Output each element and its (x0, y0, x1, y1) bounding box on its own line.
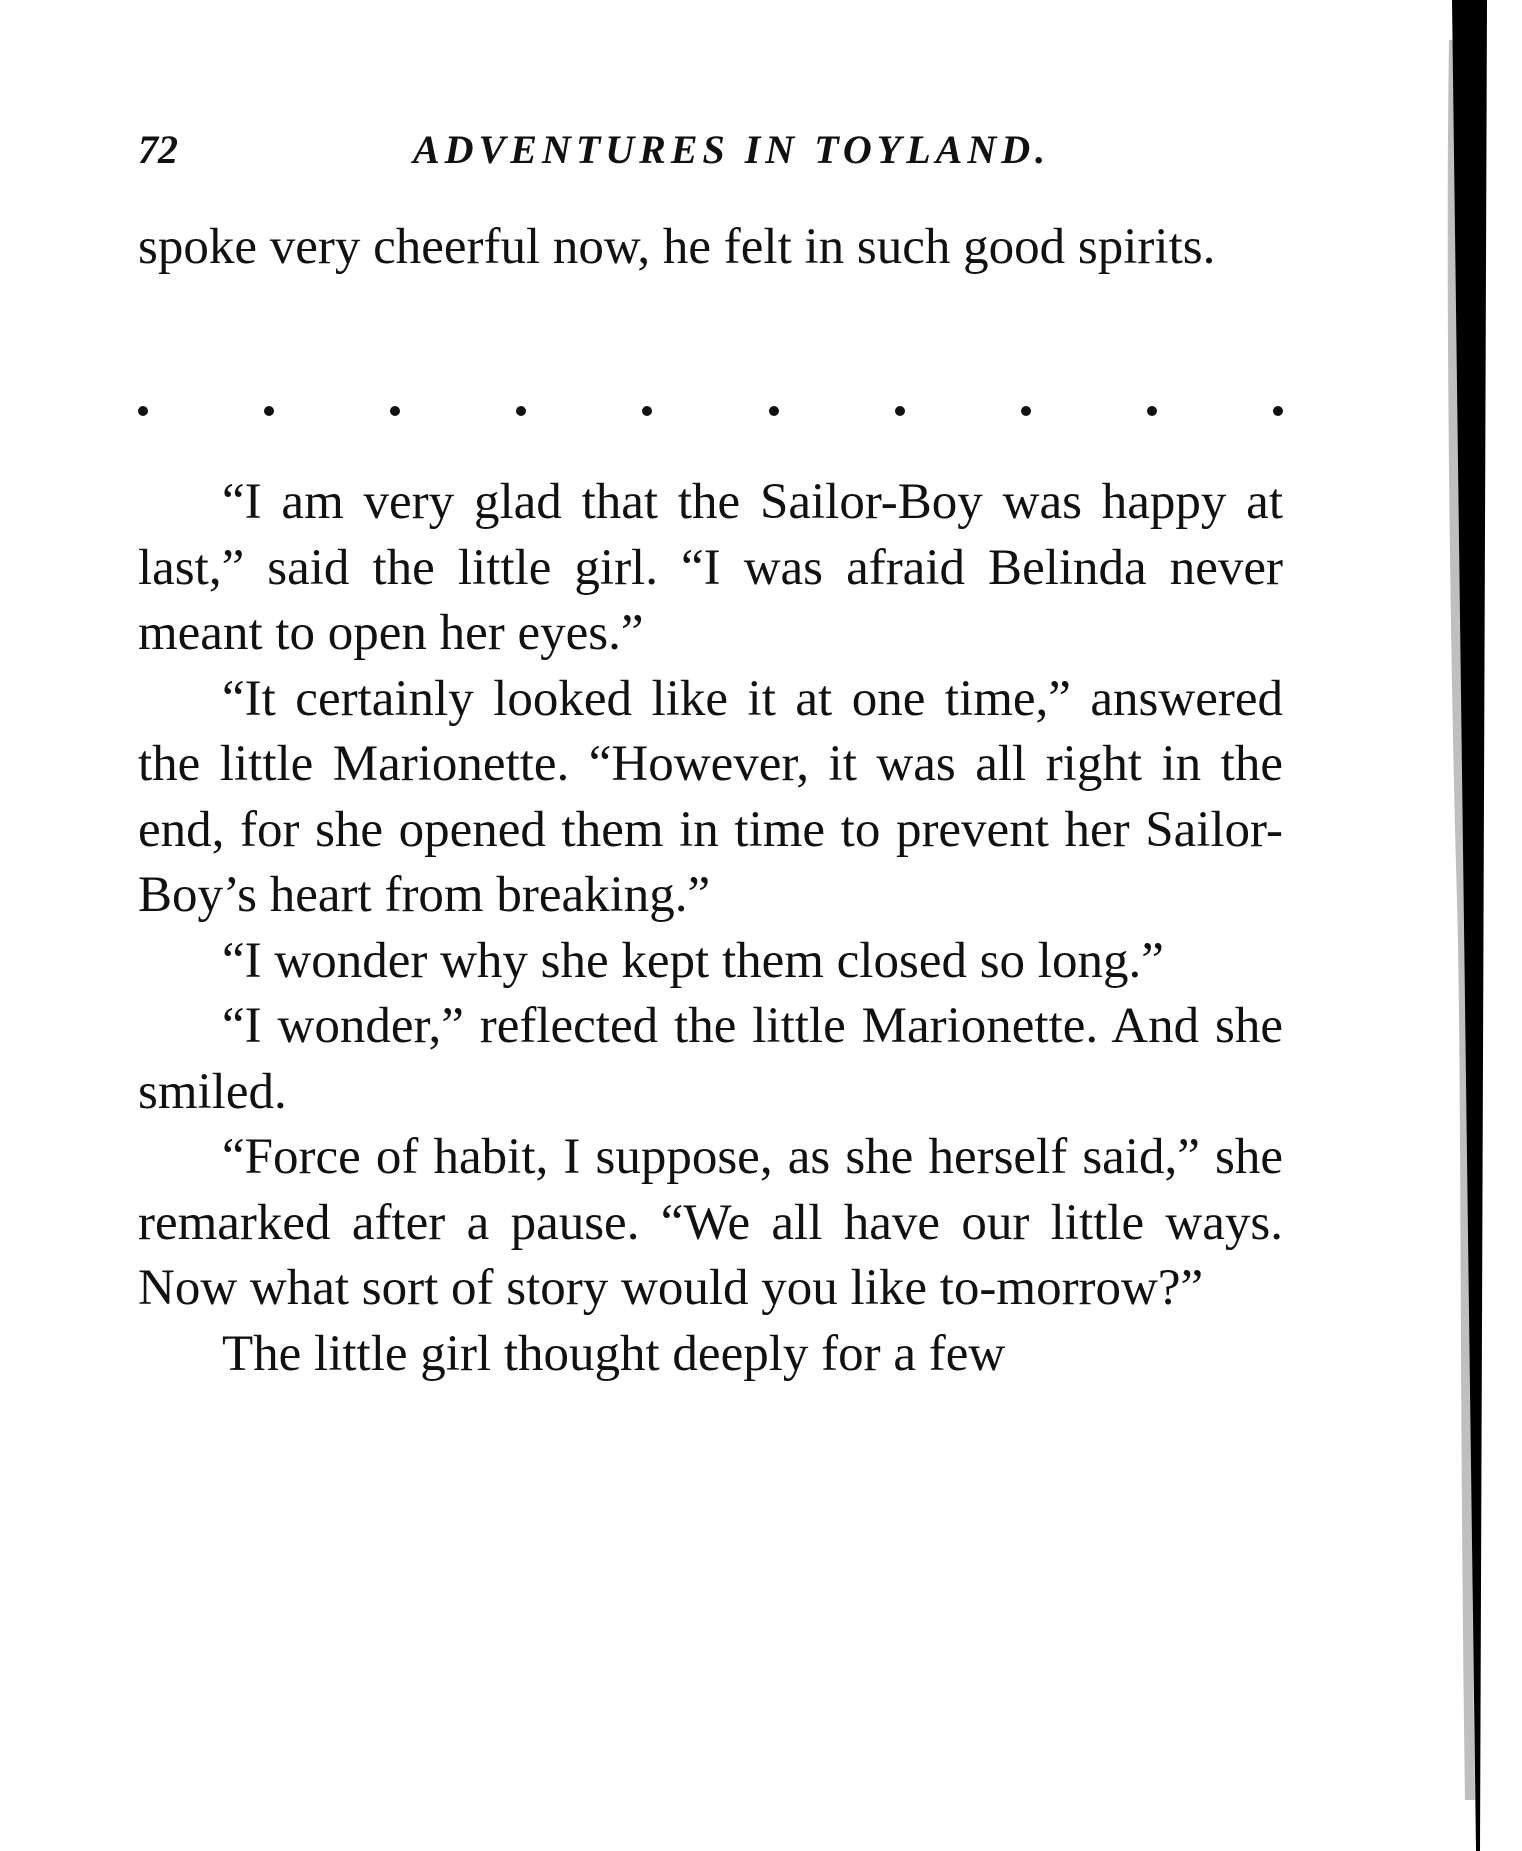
dot-ornament (1147, 406, 1157, 416)
section-break-dots (138, 396, 1283, 426)
dot-ornament (264, 406, 274, 416)
paragraph: spoke very cheerful now, he felt in such good spirits. (138, 219, 1216, 275)
paragraph: “Force of habit, I suppose, as she herself said,” she remarked after a pause. “We all have our little ways. Now what sort of story would you like to-morrow?” (138, 1129, 1283, 1316)
dot-ornament (516, 406, 526, 416)
dot-ornament (769, 406, 779, 416)
paragraph: “I am very glad that the Sailor-Boy was happy at last,” said the little girl. “I was afraid Belinda never meant to open her eyes.” (138, 474, 1283, 661)
paragraph: “It certainly looked like it at one time,” answered the little Marionette. “However, it was all right in the end, for she opened them in time to prevent her Sailor-Boy’s heart from breaking.” (138, 670, 1283, 923)
paragraph: “I wonder,” reflected the little Marionette. And she smiled. (138, 998, 1283, 1120)
running-title: ADVENTURES IN TOYLAND. (413, 127, 1051, 172)
main-text (138, 470, 1283, 1387)
page-binding-edge (1392, 0, 1522, 1851)
paragraph: The little girl thought deeply for a few (222, 1325, 1006, 1382)
page-number: 72 (138, 127, 178, 172)
dot-ornament (1021, 406, 1031, 416)
dot-ornament (138, 406, 148, 416)
paragraph: “I wonder why she kept them closed so long.” (222, 932, 1164, 989)
running-head (138, 120, 1288, 180)
dot-ornament (1273, 406, 1283, 416)
dot-ornament (642, 406, 652, 416)
dot-ornament (390, 406, 400, 416)
continued-text (138, 215, 1283, 281)
dot-ornament (895, 406, 905, 416)
